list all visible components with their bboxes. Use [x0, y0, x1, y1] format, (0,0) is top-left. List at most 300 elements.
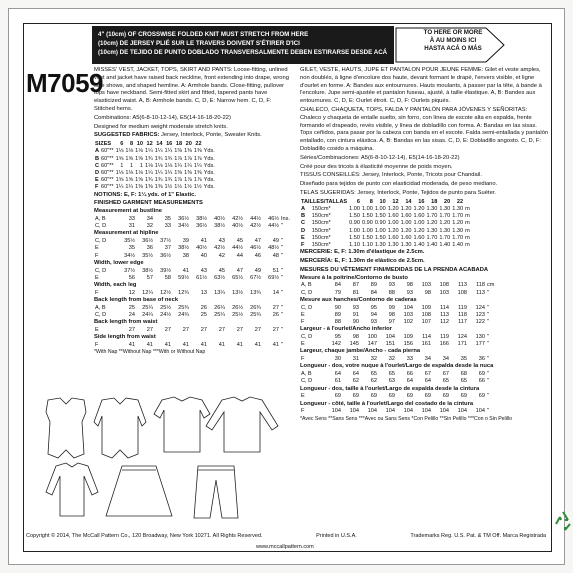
yardage-value: 1⅜: [193, 169, 202, 176]
measurement-value: 93: [370, 318, 377, 325]
fabrics-fr: TISSUS CONSEILLÉS: Jersey, Interlock, Ponte, Tricots pour Chandail.: [300, 172, 482, 179]
fr-es-sizes-row: [300, 199, 471, 206]
measurement-value: 12: [128, 289, 135, 296]
measurement-value: 166: [439, 341, 449, 348]
stretch-guide-bar: [92, 26, 394, 64]
view-label: C, D: [95, 238, 107, 245]
measurement-value: 145: [349, 341, 359, 348]
yardage-value: 1.50: [349, 234, 360, 241]
finished-head-en: FINISHED GARMENT MEASUREMENTS: [94, 200, 203, 207]
measurement-value: 38½: [196, 215, 207, 222]
measurement-row: [94, 327, 284, 334]
measurement-value: 69: [334, 393, 341, 400]
unit-label: m: [465, 227, 470, 234]
vest-a-drawing: [46, 398, 86, 458]
measurement-value: 114: [422, 333, 431, 340]
view-label: F: [95, 184, 99, 191]
measurement-value: 27: [236, 327, 243, 333]
description-es: CHALECO, CHAQUETA, TOPS, FALDA Y PANTALÓN PARA JÓVENES Y SEÑORITAS: Chaleco y chaqueta de entalle suelto, sin forro, con línea de escote alta en espalda, frente formando el drapeado, revés visible, y línea de dobladillo con forma. A: Bandas en las sisas. Tops ceñidos, para pasar por la cabeza con banda en el escote. Falda semi-entallada y pantalón entallado, con cintura elástica. A, B: Bandas en las sisas. C, D, E: Dobladillo angosto. C, D, F: Dobladillo cosido a máquina.: [300, 106, 549, 152]
measurement-row: [300, 393, 490, 400]
series-fr-es: Séries/Combinaciones: A5(6-8-10-12-14), E5(14-16-18-20-22): [300, 154, 460, 161]
en-measurement-table: [94, 342, 284, 349]
fr-es-yardage-row: [300, 228, 471, 235]
measurement-value: 41: [128, 342, 135, 348]
yardage-value: 1.00: [413, 220, 425, 227]
yardage-value: 1.70: [452, 234, 464, 241]
yardage-value: 1.20: [426, 220, 438, 227]
measurement-value: 40: [200, 252, 207, 259]
en-measurement-title: Width, each leg: [94, 282, 137, 288]
measurement-row: [300, 290, 495, 297]
fr-es-measurement-title: Mesure à la poitrine/Contorno de busto: [300, 274, 408, 281]
measurement-value: 27: [272, 304, 279, 311]
unit-label: ": [281, 342, 283, 348]
view-label: A, B: [301, 282, 312, 289]
measurement-value: 46½: [250, 245, 261, 252]
measurement-value: 32: [388, 356, 395, 363]
view-label: C, D: [301, 378, 313, 385]
measurement-value: 98: [406, 282, 413, 289]
measurement-value: 35: [460, 356, 467, 363]
view-label: F: [301, 241, 305, 248]
measurement-row: [300, 282, 495, 289]
en-size-8: 8: [130, 141, 134, 148]
top-c-drawing: [154, 397, 210, 452]
view-label: E: [301, 341, 305, 348]
measurement-value: 104: [385, 408, 395, 415]
measurement-value: 97: [388, 318, 395, 325]
fr-es-size-6: 6: [356, 198, 360, 205]
yardage-value: 1⅛: [154, 162, 163, 169]
fr-es-measurement-table: [300, 356, 490, 363]
unit-label: m: [465, 241, 470, 248]
unit-label: ": [487, 371, 489, 378]
en-yardage-row: [94, 163, 216, 170]
fr-es-size-18: 18: [431, 198, 438, 205]
yardage-value: 1: [130, 162, 134, 169]
measurement-value: 66: [478, 378, 485, 385]
yardage-value: 1⅜: [184, 169, 192, 176]
en-size-16: 16: [166, 141, 173, 148]
measurement-value: 27: [164, 327, 171, 333]
measurement-value: 45: [236, 238, 243, 245]
yardage-value: 1.00: [349, 227, 360, 234]
measurement-value: 13½: [232, 289, 243, 296]
yardage-value: 1¼: [154, 169, 163, 176]
measurement-value: 26¼: [214, 304, 225, 311]
unit-label: Yds.: [203, 155, 215, 162]
measurement-value: 171: [457, 341, 467, 348]
measurement-value: 69: [406, 393, 413, 400]
measurement-value: 62: [352, 378, 359, 385]
yardage-value: 1⅞: [193, 155, 202, 162]
yardage-value: 1.70: [452, 213, 464, 220]
fr-es-yardage-row: [300, 242, 471, 249]
yardage-value: 1.20: [400, 205, 412, 212]
unit-label: ": [487, 393, 489, 400]
measurement-value: 65½: [232, 274, 243, 281]
measurement-value: 104: [421, 408, 431, 415]
measurement-value: 41: [218, 342, 225, 348]
measurement-value: 42: [218, 252, 225, 259]
measurement-value: 63: [388, 378, 395, 385]
measurement-value: 151: [385, 341, 395, 348]
measurement-value: 41: [272, 342, 279, 348]
yardage-value: 1.60: [413, 234, 425, 241]
measurement-value: 112: [440, 318, 449, 325]
fabric-width: 60"**: [101, 184, 114, 191]
unit-label: ": [281, 252, 283, 259]
measurement-value: 87: [352, 282, 359, 289]
yardage-value: 1⅜: [135, 184, 143, 191]
yardage-value: 1⅝: [125, 155, 134, 162]
measurement-value: 37½: [124, 267, 135, 274]
yardage-value: 1.70: [426, 213, 438, 220]
measurement-value: 34: [424, 356, 431, 363]
measurement-value: 91: [352, 311, 359, 318]
measurement-value: 65: [388, 371, 395, 378]
yardage-value: 1.20: [452, 220, 464, 227]
unit-label: ": [487, 356, 489, 363]
measurement-value: 65: [370, 371, 377, 378]
unit-label: m: [465, 213, 470, 220]
yardage-value: 1⅛: [164, 162, 173, 169]
yardage-value: 1½: [193, 184, 202, 191]
measurement-value: 93: [406, 289, 413, 296]
view-label: E: [301, 311, 305, 318]
measurement-value: 104: [403, 304, 413, 311]
view-label: F: [95, 252, 99, 259]
measurement-value: 26¾: [250, 304, 261, 311]
measurement-value: 13: [200, 289, 207, 296]
measurement-value: 89: [370, 282, 377, 289]
unit-label: ": [487, 378, 489, 385]
unit-label: ": [487, 318, 489, 325]
measurement-value: 69: [424, 393, 431, 400]
fr-es-yardage-row: [300, 213, 471, 220]
yardage-value: 1½: [174, 184, 183, 191]
yardage-value: 1.20: [387, 227, 399, 234]
measurement-value: 84: [370, 289, 377, 296]
fabric-width: 150cm*: [311, 234, 331, 241]
measurement-value: 68: [460, 371, 467, 378]
measurement-value: 33: [128, 215, 135, 222]
measurement-value: 107: [421, 318, 431, 325]
measurement-value: 57: [146, 274, 153, 281]
unit-label: ": [487, 304, 489, 311]
yardage-value: 1¾: [164, 155, 173, 162]
fr-es-sizes-label: TAILLES/TALLAS: [301, 198, 348, 205]
yardage-value: 1⅞: [184, 177, 192, 184]
yardage-value: 1¾: [154, 177, 163, 184]
measurement-value: 177: [475, 341, 485, 348]
en-size-18: 18: [175, 141, 183, 148]
yardage-value: 1.70: [439, 213, 451, 220]
measurement-value: 69½: [268, 274, 279, 281]
measurement-value: 113: [440, 311, 449, 318]
measurement-value: 104: [403, 408, 413, 415]
measurement-value: 63½: [214, 274, 225, 281]
arrow-label-es: HASTA ACÁ O MÁS: [424, 45, 482, 52]
yardage-value: 1¼: [184, 162, 192, 169]
measurement-value: 12¼: [142, 289, 153, 296]
measurement-value: 35: [128, 245, 135, 252]
measurement-value: 94: [370, 311, 377, 318]
measurement-value: 62: [370, 378, 377, 385]
en-yardage-row: [94, 148, 216, 155]
measurement-value: 84: [334, 282, 341, 289]
unit-label: ": [281, 274, 283, 281]
measurement-value: 27: [272, 327, 279, 333]
yardage-value: 1¼: [164, 148, 173, 155]
view-label: F: [301, 356, 305, 363]
yardage-value: 1⅝: [135, 177, 143, 184]
measurement-value: 114: [440, 304, 449, 311]
yardage-value: 1½: [184, 184, 192, 191]
view-label: F: [301, 408, 305, 415]
finished-head-fr-es: MESURES DU VÊTEMENT FINI/MEDIDAS DE LA PRENDA ACABADA: [300, 266, 489, 273]
measurement-value: 40½: [196, 245, 207, 252]
measurement-value: 79: [334, 289, 341, 296]
measurement-value: 117: [458, 318, 467, 325]
yardage-value: 1.30: [439, 205, 451, 212]
yardage-value: 1⅜: [144, 184, 153, 191]
nap-note-en: *With Nap **Without Nap ***With or Without Nap: [94, 349, 206, 356]
measurement-value: 35: [164, 215, 171, 222]
fabric-width: 150cm*: [311, 227, 331, 234]
measurement-value: 142: [331, 341, 341, 348]
unit-label: ": [281, 238, 283, 245]
unit-label: m: [465, 234, 470, 241]
fabric-width: 150cm*: [311, 220, 331, 227]
measurement-value: 13¼: [214, 289, 225, 296]
yardage-value: 1.10: [361, 241, 373, 248]
measurement-value: 69: [478, 393, 485, 400]
measurement-value: 39½: [160, 267, 171, 274]
measurement-value: 38½: [214, 223, 225, 230]
en-measurement-table: [94, 268, 284, 282]
yardage-value: 1.20: [413, 227, 425, 234]
measurement-value: 42½: [232, 215, 243, 222]
measurement-value: 24½: [160, 312, 171, 318]
fr-es-size-20: 20: [443, 198, 451, 205]
yardage-value: 1¼: [144, 169, 153, 176]
view-label: D: [301, 227, 306, 234]
measurement-value: 33: [164, 223, 171, 230]
yardage-value: 1⅜: [174, 148, 183, 155]
measurement-value: 69: [460, 393, 467, 400]
merceria-es: MERCERÍA: E, F: 1.30m de elástico de 2.5cm.: [300, 257, 425, 264]
unit-label: Yds.: [203, 162, 215, 169]
measurement-row: [300, 312, 490, 319]
french-spanish-column: [300, 67, 550, 423]
yardage-value: 1¼: [125, 184, 134, 191]
yardage-value: 1⅜: [174, 169, 183, 176]
yardage-value: 1⅛: [115, 169, 124, 176]
designed-es: Diseñado para tejidos de punto con elasticidad moderada, de peso mediano.: [300, 181, 498, 188]
unit-label: ": [487, 333, 489, 340]
yardage-value: 1⅛: [135, 148, 143, 155]
unit-label: ": [487, 341, 489, 348]
yardage-value: 1⅝: [115, 155, 124, 162]
measurement-value: 41: [236, 342, 243, 348]
measurement-value: 104: [385, 333, 395, 340]
measurement-row: [94, 312, 284, 319]
yardage-value: 1.30: [439, 227, 451, 234]
yardage-value: 1.20: [400, 227, 412, 234]
measurement-value: 40½: [232, 223, 243, 230]
measurement-row: [300, 356, 490, 363]
measurement-value: 27: [218, 327, 225, 333]
measurement-value: 26: [200, 304, 207, 311]
yardage-value: 1.10: [349, 241, 360, 248]
yardage-value: 1.70: [439, 234, 451, 241]
view-label: C, D: [301, 304, 313, 311]
yardage-value: 1⅜: [193, 148, 202, 155]
measurement-value: 24¾: [178, 312, 189, 318]
en-yardage-row: [94, 184, 216, 191]
copyright-text: Copyright © 2014, The McCall Pattern Co., 120 Broadway, New York 10271. All Rights Reserved.: [26, 533, 263, 539]
measurement-value: 64: [424, 378, 431, 385]
measurement-value: 44½: [268, 223, 279, 230]
measurement-value: 40½: [214, 215, 225, 222]
measurement-value: 69: [478, 371, 485, 378]
measurement-value: 45: [218, 267, 225, 274]
measurement-value: 51: [272, 267, 279, 274]
measurement-value: 31: [128, 223, 135, 230]
measurement-value: 99: [388, 304, 395, 311]
yardage-value: 1.20: [387, 205, 399, 212]
yardage-value: 0.90: [349, 220, 360, 227]
yardage-value: 1.60: [413, 213, 425, 220]
yardage-value: 1⅞: [184, 155, 192, 162]
unit-label: ": [281, 312, 283, 318]
en-size-12: 12: [146, 141, 153, 148]
yardage-value: 1.00: [374, 205, 386, 212]
measurement-value: 108: [421, 311, 431, 318]
measurement-value: 113: [476, 289, 485, 296]
nap-note-es: *Con Pelillo **Sin Pelillo ***Con o Sin Pelillo: [411, 415, 513, 422]
measurement-value: 48½: [268, 245, 279, 252]
measurement-value: 109: [421, 304, 431, 311]
fabrics-list-en: Jersey, Interlock, Ponte, Sweater Knits.: [161, 132, 262, 139]
en-yardage-row: [94, 156, 216, 163]
en-measurement-title: Measurement at hipline: [94, 230, 159, 237]
measurement-value: 34½: [178, 223, 189, 230]
measurement-value: 25¾: [250, 312, 261, 318]
notions-en: NOTIONS: E, F: 1¼ yds. of 1" Elastic.: [94, 191, 196, 198]
measurement-value: 33: [406, 356, 413, 363]
measurement-value: 37½: [160, 238, 171, 245]
measurement-row: [300, 319, 490, 326]
measurement-value: 95: [334, 333, 341, 340]
view-label: A: [95, 148, 100, 155]
unit-label: m: [465, 220, 470, 227]
measurement-value: 69: [388, 393, 395, 400]
measurement-value: 69: [370, 393, 377, 400]
measurement-value: 38: [182, 252, 189, 259]
measurement-value: 34½: [124, 252, 135, 259]
measurement-value: 90: [334, 304, 341, 311]
measurement-value: 108: [439, 282, 449, 289]
measurement-row: [300, 378, 490, 385]
en-sizes-label: SIZES: [95, 141, 112, 148]
fr-es-measurement-table: [300, 408, 490, 415]
printed-in-text: Printed in U.S.A.: [316, 533, 357, 539]
recycle-icon: [551, 509, 573, 533]
yardage-value: 1¼: [174, 162, 183, 169]
footer-row: [26, 533, 546, 540]
view-label: E: [301, 234, 305, 241]
measurement-value: 49: [272, 238, 279, 245]
view-label: E: [95, 327, 99, 333]
measurement-value: 66: [406, 371, 413, 378]
yardage-value: 1.50: [374, 213, 386, 220]
fr-es-size-22: 22: [456, 198, 464, 205]
measurement-row: [94, 290, 284, 297]
view-label: E: [95, 245, 99, 252]
measurement-value: 31: [352, 356, 359, 363]
yardage-value: 1⅛: [135, 169, 143, 176]
measurement-value: 119: [440, 333, 449, 340]
measurement-row: [300, 334, 490, 341]
measurement-value: 65: [460, 378, 467, 385]
measurement-value: 27: [146, 327, 153, 333]
yardage-value: 1.00: [374, 227, 386, 234]
measurement-value: 69: [352, 393, 359, 400]
measurement-row: [94, 342, 284, 349]
measurement-value: 130: [475, 333, 485, 340]
yardage-value: 1.30: [452, 227, 464, 234]
measurement-tables-fr-es: [300, 275, 550, 416]
measurement-value: 104: [439, 408, 449, 415]
content-frame: [23, 23, 552, 552]
fr-es-measurement-title: Largeur - à l'ourlet/Ancho inferior: [300, 326, 392, 333]
yardage-value: 1: [139, 162, 143, 169]
unit-label: ": [281, 223, 283, 230]
fr-es-measurement-title: Largeur, chaque jambe/Ancho - cada pierna: [300, 348, 421, 355]
view-label: C, D: [95, 312, 107, 318]
yardage-value: 1.50: [374, 234, 386, 241]
measurement-value: 43: [218, 238, 225, 245]
yardage-value: 1¾: [164, 177, 173, 184]
measurement-value: 104: [349, 408, 359, 415]
yardage-value: 1.30: [400, 241, 412, 248]
measurement-value: 65: [442, 378, 449, 385]
measurement-value: 37: [164, 245, 171, 252]
measurement-value: 93: [388, 282, 395, 289]
yardage-value: 1¾: [144, 177, 153, 184]
yardage-value: 1.60: [387, 213, 399, 220]
garment-line-drawings: [26, 392, 292, 522]
measurement-value: 156: [403, 341, 413, 348]
measurement-value: 12¾: [178, 289, 189, 296]
yardage-table-en: [94, 141, 216, 191]
measurement-value: 13¾: [250, 289, 261, 296]
measurement-value: 81: [352, 289, 359, 296]
stretch-guide-line-es: (10cm) DE TEJIDO DE PUNTO DOBLADO TRANSVERSALMENTE DEBEN ESTIRARSE DESDE ACÁ: [98, 49, 388, 56]
fabrics-head-en: SUGGESTED FABRICS:: [94, 132, 160, 139]
fabrics-en: [94, 132, 294, 140]
measurement-row: [300, 341, 490, 348]
view-label: F: [301, 318, 305, 325]
jacket-b-drawing: [94, 398, 146, 458]
measurement-value: 67: [442, 371, 449, 378]
measurement-row: [94, 223, 291, 230]
measurement-value: 27: [254, 327, 261, 333]
measurement-value: 67: [424, 371, 431, 378]
yardage-value: 1: [120, 162, 124, 169]
